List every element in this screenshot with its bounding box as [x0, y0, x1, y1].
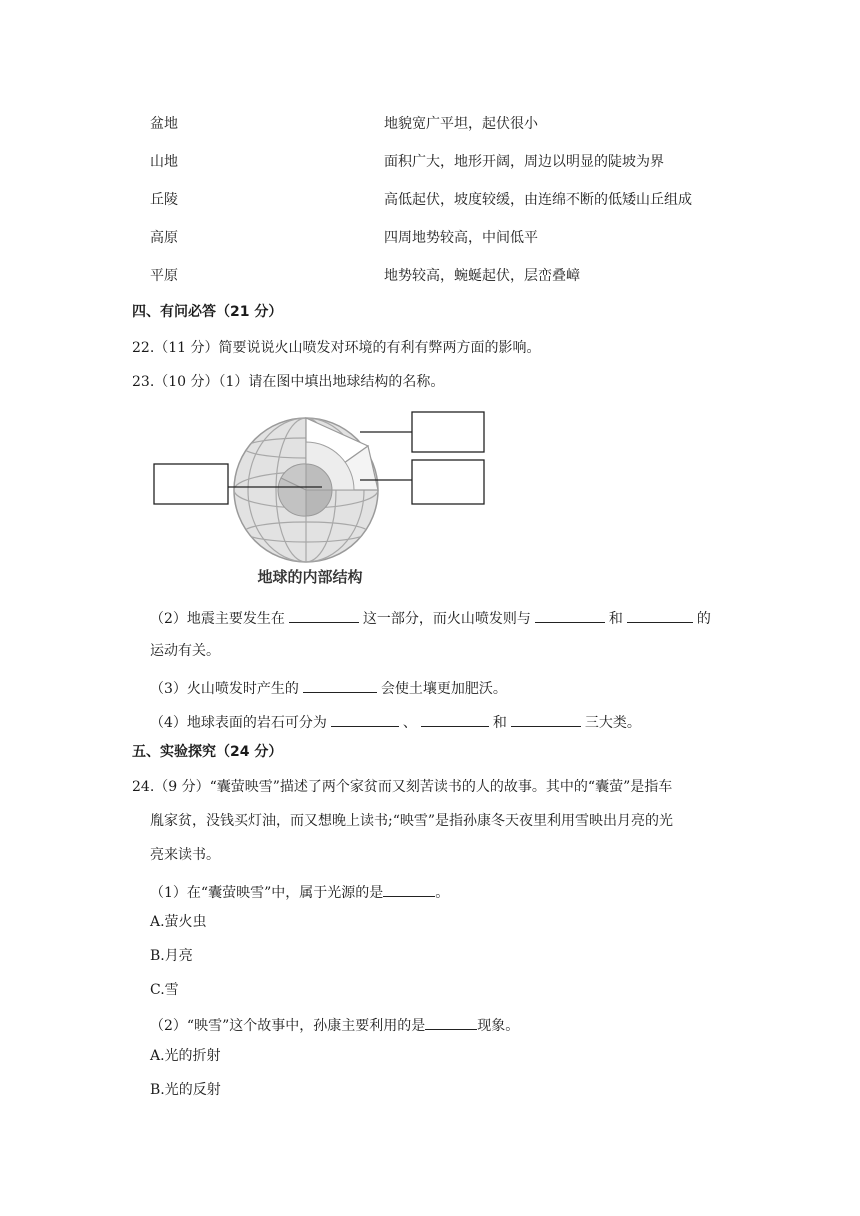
option-a-firefly[interactable]: A.萤火虫 [150, 914, 207, 930]
section-5-title: 五、实验探究（24 分） [132, 744, 283, 760]
option-b-reflection[interactable]: B.光的反射 [150, 1082, 221, 1098]
blank-rock-3[interactable] [511, 710, 581, 727]
blank-light-source[interactable] [383, 880, 435, 897]
section-4-title: 四、有问必答（21 分） [132, 304, 283, 320]
blank-rock-2[interactable] [421, 710, 489, 727]
q24-line2: 胤家贫，没钱买灯油，而又想晚上读书;“映雪”是指孙康冬天夜里利用雪映出月亮的光 [150, 813, 674, 829]
term-basin: 盆地 [150, 116, 178, 132]
q24-line3: 亮来读书。 [150, 847, 220, 863]
option-c-snow[interactable]: C.雪 [150, 982, 179, 998]
label-box-left[interactable] [154, 464, 228, 504]
blank-volcano-2[interactable] [627, 606, 693, 623]
figure-caption: 地球的内部结构 [257, 568, 363, 586]
blank-volcano-1[interactable] [535, 606, 605, 623]
label-box-top-right[interactable] [412, 412, 484, 452]
earth-sphere [234, 418, 378, 562]
term-hills: 丘陵 [150, 192, 178, 208]
q24-sub2: （2）“映雪”这个故事中，孙康主要利用的是 现象。 [150, 1013, 519, 1036]
blank-volcanic-product[interactable] [303, 676, 377, 693]
q23-part3: （3）火山喷发时产生的 会使土壤更加肥沃。 [150, 676, 507, 699]
question-22: 22.（11 分）简要说说火山喷发对环境的有利有弊两方面的影响。 [132, 340, 541, 356]
label-box-bottom-right[interactable] [412, 460, 484, 504]
q23-part2-line2: 运动有关。 [150, 643, 220, 659]
q24-line1: 24.（9 分）“囊萤映雪”描述了两个家贫而又刻苦读书的人的故事。其中的“囊萤”是指车 [132, 779, 673, 795]
q24-sub1: （1）在“囊萤映雪”中，属于光源的是 。 [150, 880, 449, 903]
desc-2: 面积广大，地形开阔，周边以明显的陡坡为界 [384, 154, 664, 170]
option-a-refraction[interactable]: A.光的折射 [150, 1048, 221, 1064]
blank-rock-1[interactable] [331, 710, 399, 727]
q23-part4: （4）地球表面的岩石可分为 、 和 三大类。 [150, 710, 641, 733]
desc-5: 地势较高，蜿蜒起伏，层峦叠嶂 [384, 268, 580, 284]
term-plateau: 高原 [150, 230, 178, 246]
option-b-moon[interactable]: B.月亮 [150, 948, 193, 964]
desc-3: 高低起伏，坡度较缓，由连绵不断的低矮山丘组成 [384, 192, 692, 208]
earth-structure-figure [150, 408, 490, 590]
q23-part2-line1: （2）地震主要发生在 这一部分，而火山喷发则与 和 的 [150, 606, 711, 629]
term-plain: 平原 [150, 268, 178, 284]
question-23-stem: 23.（10 分）（1）请在图中填出地球结构的名称。 [132, 374, 445, 390]
blank-earthquake-layer[interactable] [289, 606, 359, 623]
blank-light-phenomenon[interactable] [425, 1013, 477, 1030]
term-mountain: 山地 [150, 154, 178, 170]
desc-4: 四周地势较高，中间低平 [384, 230, 538, 246]
desc-1: 地貌宽广平坦，起伏很小 [384, 116, 538, 132]
